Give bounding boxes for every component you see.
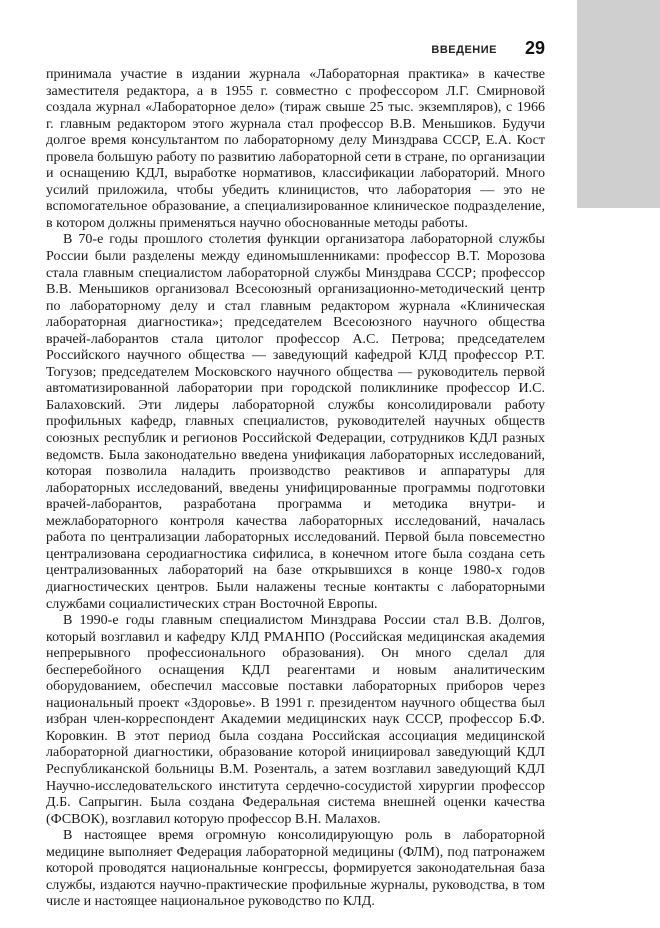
page-number: 29 — [524, 38, 545, 58]
paragraph-2: В 70-е годы прошлого столетия функции организатора лабораторной службы России были разделены между единомышленниками: профессор В.Т. Морозова стала главным специалистом лабораторной службы Минздрава СССР; профессор В.В. Меньшиков организовал Всесоюзный организационно-методический центр по лабораторному делу и стал главным редактором журнала «Клиническая лабораторная диагностика»; председателем Всесоюзного научного общества врачей-лаборантов стала цитолог профессор А.С. Петрова; председателем Российского научного общества — заведующий кафедрой КЛД профессор Р.Т. Тогузов; председателем Московского научного общества — руководитель первой автоматизированной лаборатории при городской поликлинике профессор И.С. Балаховский. Эти лидеры лабораторной службы консолидировали работу профильных кафедр, главных специалистов, руководителей научных обществ союзных республик и регионов Российской Федерации, сотрудников КДЛ разных ведомств. Была законодательно введена унификация лабораторных исследований, которая позволила наладить производство реактивов и аппаратуры для лабораторных исследований, введены унифицированные программы подготовки врачей-лаборантов, разработана программа и методика внутри- и межлабораторного контроля качества лабораторных исследований, началась работа по централизации лабораторных исследований. Первой была повсеместно централизована серодиагностика сифилиса, в конечном итоге была создана сеть централизованных лабораторий на базе открывшихся в конце 1980-х годов диагностических центров. Были налажены тесные контакты с лабораторными службами социалистических стран Восточной Европы. — [46, 231, 545, 612]
running-header-section: ВВЕДЕНИЕ — [431, 44, 497, 56]
paragraph-3: В 1990-е годы главным специалистом Минздрава России стал В.В. Долгов, который возглавил и кафедру КЛД РМАНПО (Российская медицинская академия непрерывного профессионального образования). Он много сделал для бесперебойного оснащения КДЛ реагентами и новым аналитическим оборудованием, обеспечил массовые поставки лабораторных приборов через национальный проект «Здоровье». В 1991 г. президентом научного общества был избран член-корреспондент Академии медицинских наук СССР, профессор Б.Ф. Коровкин. В этот период была создана Российская ассоциация медицинской лабораторной диагностики, образование которой инициировал заведующий КДЛ Республиканской больницы В.М. Розенталь, а затем возглавил заведующий КДЛ Научно-исследовательского института сердечно-сосудистой хирургии профессор Д.Б. Сапрыгин. Была создана Федеральная система внешней оценки качества (ФСВОК), возглавил которую профессор В.Н. Малахов. — [46, 612, 545, 827]
paragraph-1: принимала участие в издании журнала «Лабораторная практика» в качестве заместителя редактора, а в 1955 г. совместно с профессором Л.Г. Смирновой создала журнал «Лабораторное дело» (тираж свыше 25 тыс. экземпляров), с 1966 г. главным редактором этого журнала стал профессор В.В. Меньшиков. Будучи долгое время консультантом по лабораторному делу Минздрава СССР, Е.А. Кост провела большую работу по развитию лабораторной сети в стране, по организации и оснащению КДЛ, выработке нормативов, классификации лабораторий. Много усилий приложила, чтобы убедить клиницистов, что лаборатория — это не вспомогательное образование, а специализированное клиническое подразделение, в котором должны применяться научно обоснованные методы работы. — [46, 66, 545, 231]
page-header — [0, 38, 545, 62]
side-thumb-tab — [577, 0, 660, 208]
body-text — [46, 66, 545, 910]
paragraph-4: В настоящее время огромную консолидирующую роль в лабораторной медицине выполняет Федерация лабораторной медицины (ФЛМ), под патронажем которой проводятся национальные конгрессы, формируется законодательная база службы, издаются научно-практические профильные журналы, руководства, в том числе и настоящее национальное руководство по КЛД. — [46, 827, 545, 910]
